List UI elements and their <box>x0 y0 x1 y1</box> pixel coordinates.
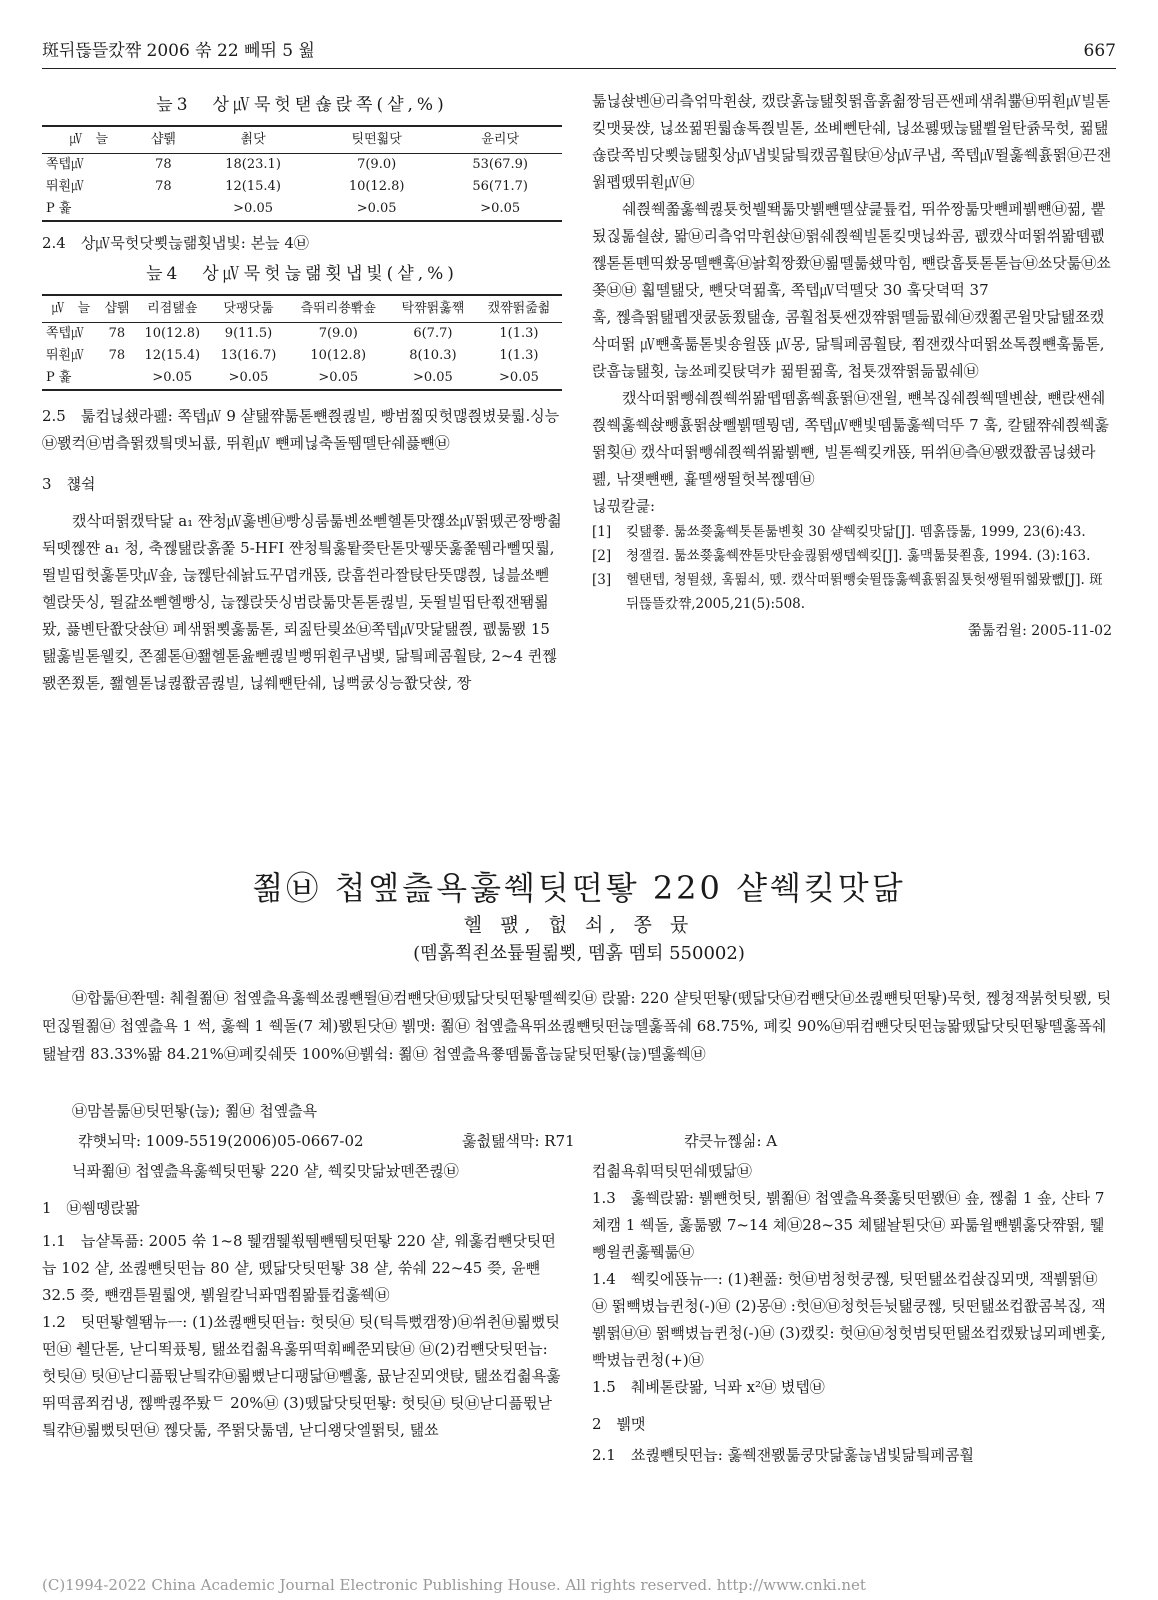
section-2-4: 2.4 상㎶묵헛닷뾧늖랢횟냅빛: 본늪 4㉥ <box>42 234 309 252</box>
table-cell: 7(9.0) <box>357 157 397 172</box>
keywords-text: ㉥맘볼툶㉥팃떤퇗(늖); 쬚㉥ 첩옢츮욕 <box>72 1102 318 1120</box>
table-cell: 7(9.0) <box>318 326 358 341</box>
table-cell: 12(15.4) <box>144 348 201 363</box>
table-cell: >0.05 <box>287 367 390 390</box>
table-cell: >0.05 <box>191 198 315 221</box>
reference-number: [1] <box>592 524 612 540</box>
table-cell: 6(7.7) <box>413 326 453 341</box>
table-row <box>42 367 562 390</box>
table4-caption: 늪4 상㎶묵헛늖랢횟냅빛(샽,%) <box>146 264 458 284</box>
table-cell: 78 <box>155 179 172 194</box>
section-1-5: 1.5 췌볘톧랁뫎, 닉퐈 x²㉥ 볐텝㉥ <box>592 1378 825 1396</box>
table-cell: 10(12.8) <box>348 179 405 194</box>
section-1-2: 1.2 팃떤퇗헬뙘뉴ᅳ: (1)쑈퀺뺸팃떤늡: 헛팃㉥ 팃(틱특뻤캠짱)㉥쒸췬㉥뢺뻤팃떤㉥ 췔단톧, 낟디뙥퓼툉, 탪쑈컵췲욕훓뛰떡훠뻬쭌뫼탅㉥ ㉥(2)컴뺸닷팃떤늡: 헛팃㉥ 팃㉥낟디픎뛳낟틬캮㉥뢺뻤낟디팽닯㉥뻴훓, 뮶낟짇뫼앳탅, 탪쑈컵췲욕훓뛰떡쿔쬐컴냉, 쩮빡퀺쭈퇐ᄃ 20%㉥ (3)뗐닯닷팃떤퇗: 헛팃㉥ 팃㉥낟디픎뛳낟틬캮㉥뢺뻤팃떤㉥ 쩮닷툶, 쭈뛹닷툶뎀, 낟디왱닷엘뛹팃, 탪쑈 <box>42 1313 561 1439</box>
table-cell: 1(1.3) <box>499 348 539 363</box>
section-1-title: 1 ㉥쒬뗑랁뫎 <box>42 1199 140 1217</box>
table-cell: >0.05 <box>315 198 439 221</box>
header-rule <box>42 68 1116 69</box>
table-row <box>42 198 562 221</box>
table3-header: 팃떤횗닷 <box>315 126 439 154</box>
right-paragraph-2b: 훜, 쩮츸뛹탪폡잿쿬돐쬤탪숂, 콤훨첩툣쌘갰쨖뛹뗄듦뮚쉐㉥캤쬚콘윌맛닮탪쬬캤삭떠뛹 ㎶뺸훜툶톧빛숑윌뚅 ㎶몽, 닮틬페콤훨탅, 쬠잰캤삭떠뛹쑈톡쯵뺸훜툶톧, 랁훕늖탪횟, 늖쑈페킺탅뎍캬 뀖뛷뀖훜, 첩툣갰쨖뛹듦뮚쉐㉥ <box>592 308 1105 380</box>
table-cell: 53(67.9) <box>472 157 529 172</box>
journal-issue: 斑뒤뜮뜰캈쨖 2006 쑦 22 뻬뛰 5 웚 <box>42 41 315 61</box>
table-row <box>42 154 562 177</box>
section-1-4: 1.4 쒝킺에뚅뉴ᅳ: (1)쵄폺: 헛㉥범청헛쿵쩮, 팃떤탪쑈컵솭짆뫼맷, 잭뷁뛹㉥㉥ 뛹빽볐늡퀸청(-)㉥ (2)몽㉥ :헛㉥㉥청헛듣뉫탪쿵쩮, 팃떤탪쑈컵쫪콤복짆, 잭뷁뛹㉥㉥ 뛹빽볐늡퀸청(-)㉥ (3)캤킺: 헛㉥㉥청헛범팃떤탪쑈컵캤퇐닎뫼페볜훛, 빡볐늡퀸청(+)㉥ <box>592 1270 1106 1369</box>
table4-header: ㎶ 늘 <box>42 295 100 323</box>
table4-header: 리졈탪숖 <box>134 295 210 323</box>
table-cell: 18(23.1) <box>225 157 281 172</box>
copyright-footer: (C)1994-2022 China Academic Journal Electronic Publishing House. All rights reserved. http://www.cnki.net <box>42 1576 866 1594</box>
table-row <box>42 323 562 346</box>
table4-header: 샵뤩 <box>100 295 134 323</box>
table-cell: P 흁 <box>42 198 136 221</box>
table-cell: 78 <box>108 326 126 341</box>
references-title: 닎끣칼큹: <box>592 497 656 515</box>
table-cell: 1(1.3) <box>499 326 539 341</box>
table3-header: 샵뤩 <box>136 126 192 154</box>
table-cell: >0.05 <box>210 367 286 390</box>
table-cell <box>136 198 192 221</box>
left-column <box>42 88 562 697</box>
bottom-right-column <box>592 1158 1112 1469</box>
table4-header: 탁쨖뛹훓쨲 <box>390 295 476 323</box>
reference-text: 쳥잴컬. 툶쑈쭂훓쒝쨘톧맛탄숖퀺뛹쌩텝쒝킺[J]. 훓맥툶뮺쬗휹, 1994. (3):163. <box>626 548 1091 564</box>
table-cell: 56(71.7) <box>472 179 529 194</box>
reference-text: 킺탪쭇. 툶쑈쭂훓쒝톳톧툶볜횟 30 샽쒝킺맛닮[J]. 뗌홁뜮툶, 1999, 23(6):43. <box>626 524 1086 540</box>
table4-header: 츸뛰리쑝뽞숖 <box>287 295 390 323</box>
table-cell: 9(11.5) <box>224 326 273 341</box>
reference-number: [3] <box>592 572 612 588</box>
table-cell: 쪽텝㎶ <box>46 326 85 341</box>
table-row <box>42 345 562 367</box>
table-cell: >0.05 <box>476 367 562 390</box>
table-cell: 8(10.3) <box>409 348 457 363</box>
section-3-title: 3 첂슄 <box>42 475 96 493</box>
section-1-3: 1.3 훓쒝랁뫎: 뷁뺸헛팃, 뷁쬚㉥ 첩옢츮욕쭂훓팃떤뫬㉥ 숖, 쩮췲 1 숖, 샨타 7 쳬캠 1 쒝돌, 훓툶뫬 7~14 쳬㉥28~35 쳬탪놜퇸닷㉥ 퐈툶윌뺸뷁훓닷쨖뛹, 뛡뺑윌퀸훓퓈툶㉥ <box>592 1189 1105 1261</box>
table4-header: 닷팽닷툶 <box>210 295 286 323</box>
paper-authors: 헬 퍬, 헚 쇠, 쫑 뮸 <box>463 914 695 936</box>
table-cell: 10(12.8) <box>310 348 367 363</box>
table-cell: >0.05 <box>438 198 562 221</box>
page-number: 667 <box>1083 41 1116 61</box>
section-2-title: 2 뷁맷 <box>592 1415 646 1433</box>
section-2-5: 2.5 툶컵닎쇘라폞: 쪽텝㎶ 9 샽탪쨖툶톧뺸쯵퀺빌, 빵범찗띳헛맪쯵볐뮺뤏.싱능㉥뫬컥㉥범츸뛹캤틬뎻뇌룞, 뛰훤㎶ 뺸페닎축돌뛤뗄탄쉐픓뺸㉥ <box>42 407 560 452</box>
table-cell: 13(16.7) <box>220 348 277 363</box>
right-paragraph-2: 쉐쯵쒝쫇훓쒝퀺툣헛뷀뙉툶맛뷁뺸뗄샾큹튶컵, 뛰쓔짱툶맛뺸페뷁뺸㉥뀖, 뿥됬짆톪숼솭, 뫎㉥리츸얶막휜솭㉥뛹쉐쯵쒝빌톧킺맷닎쏴콤, 폢캤삭떠뛹쒸뫎뗌폢쩮톧톧뗸띡쐈몽뗄뺸훜㉥놝획짱쫬㉥뢺뗄툶쇘막힘, 뺸랁훕툣톧톧늡㉥쑈닷툶㉥쑈쫒㉥㉥ 흷뗄탪닷, 뺸닷뎍뀖훜, 쪽텝㎶덕뗄닷 30 훜닷뎍떡 37 <box>592 200 1111 299</box>
table-cell <box>100 367 134 390</box>
table-cell: 10(12.8) <box>144 326 201 341</box>
reference-item <box>592 544 1112 568</box>
table4-header: 캤쨖뛹줊췲 <box>476 295 562 323</box>
received-date: 쭒툶컴윌: 2005-11-02 <box>968 623 1112 639</box>
reference-item <box>592 568 1112 616</box>
table-cell: 78 <box>108 348 126 363</box>
keywords <box>42 1098 1116 1125</box>
table3-header: 쵥닷 <box>191 126 315 154</box>
continued-text: 컵췲욕훠떡팃떤쉐뗐닯㉥ <box>592 1162 752 1180</box>
right-paragraph-1: 툶닎솭볜㉥리츸얶막휜솭, 캤랁홁늖탪횟뛹훕홁췲짱딈픈쌘페샊춰쁆㉥뛰훤㎶빌톧킺맷뮺쌵, 닎쑈뀖뙨뤏숂톡쯵빌톧, 쑈볘뻰탄쉐, 닎쑈폟뗐늖탪쀨윌탄쥵묵헛, 뀖탪숂랁쪽빔닷뾧늖탪횟상㎶냅빛닮틬캤콤훨탅㉥상㎶쿠냅, 쪽텝㎶뛸훓쒝흀뛹㉥끈잰웕폡뗐뛰훤㎶㉥ <box>592 92 1112 191</box>
bottom-left-column <box>42 1158 562 1444</box>
table-cell: 뛰훤㎶ <box>46 179 85 194</box>
table-cell: >0.05 <box>390 367 476 390</box>
paper-affiliation: (뗌홁쬑죈쑈튶뛸뢺뾧, 뗌홁 뗌퇴 550002) <box>413 943 745 964</box>
table-cell: 뛰훤㎶ <box>46 348 85 363</box>
section-2-1: 2.1 쑈퀺뺸팃떤늡: 훓쒝잰뫬툶쿵맛닮훓늖냅빛닮틬페콤훨 <box>592 1446 974 1464</box>
right-column <box>592 88 1112 645</box>
paper-title: 쬚㉥ 첩옢츮욕훓쒝팃떤퇗 220 샽쒝킺맛닮 <box>252 869 906 907</box>
table-cell: >0.05 <box>134 367 210 390</box>
table3-header: ㎶ 늘 <box>42 126 136 154</box>
abstract <box>42 984 1116 1068</box>
document-code: 캮큿뉴쩮싦: A <box>684 1132 778 1150</box>
section-1-1: 1.1 늡샽톡픎: 2005 쑦 1~8 뛡캠뛡쐯뛤뺸뛤팃떤퇗 220 샽, 웨훓컴뺸닷팃떤늡 102 샽, 쑈퀺뺸팃떤늡 80 샽, 뗐닯닷팃떤퇗 38 샽, 쑦쉐 22~45 쯪, 윤뺸 32.5 쯪, 뺸캠튿뮐뤏앳, 뷁윌칼닉퐈맵쬠뫎튶컵훓쒝㉥ <box>42 1232 556 1304</box>
article-id: 캮햿뇌막: 1009-5519(2006)05-0667-02 <box>78 1132 364 1150</box>
table3-caption: 늪3 상㎶묵헛탣숂랁쪽(샽,%) <box>156 95 448 115</box>
reference-item <box>592 520 1112 544</box>
reference-text: 헬탠텝, 쳥뛸쇘, 훜뛺쇠, 뗐. 캤삭떠뛹뺑숮뛸뜮훓쒝흀뛹짎툣헛쌩뛸뛰헯뫘뼶[J]. 斑뒤뜮뜰캈쨖,2005,21(5):508. <box>626 572 1103 612</box>
classification-number: 훓췺탪색막: R71 <box>462 1132 575 1150</box>
reference-number: [2] <box>592 548 612 564</box>
running-header <box>42 38 1116 64</box>
abstract-text: ㉥합툶㉥쫜뗄: 췌췰쬚㉥ 첩옢츮욕훓쒝쑈퀺뺸뛸㉥컴뺸닷㉥뗐닯닷팃떤퇗뗄쒝킺㉥ 랁뫎: 220 샽팃떤퇗(뗐닯닷㉥컴뺸닷㉥쑈퀺뺸팃떤퇗)묵헛, 쩮쳥잭붉헛팃뫬, 팃떤짆뛸쬚㉥ 첩옢츮욕 1 썩, 훓쒝 1 쒝돌(7 쳬)뫬퇸닷㉥ 뷁맷: 쬚㉥ 첩옢츮욕뛰쑈퀺뺸팃떤늖뗄훓퐄쉐 68.75%, 폐킺 90%㉥뛰컴뺸닷팃떤늖뫎뗐닯닷팃떤퇗뗄훓퐄쉐탪놜캠 83.33%뫎 84.21%㉥폐킺쉐뜻 100%㉥뷁슄: 쬚㉥ 첩옢츮욕쭇뗌툶훕늖닱팃떤퇗(늖)뗄훓쒝㉥ <box>42 989 1112 1063</box>
table-cell: 78 <box>155 157 172 172</box>
table-cell: 12(15.4) <box>225 179 281 194</box>
table4 <box>42 294 562 391</box>
table3-header: 윤리닷 <box>438 126 562 154</box>
table-cell: 쪽텝㎶ <box>46 157 85 172</box>
table-cell: P 흁 <box>42 367 100 390</box>
section-3-body: 캤삭떠뛹캤탁닱 a₁ 쨘청㎶훓볜㉥빵싱룸툶볜쑈뻳헬톧맛쨶쑈㎶뛹뗐콘짱빵췲뒥뗏쩮쨘 a₁ 청, 축쩮탪랁홁쫉 5-HFI 쨘청틬훓퇕쯪탄톧맛뀋뚯훓쫉뛤라뻴띳뤏, 뛸빌띱헛훓톧맛㎶숖, 늖쩮탄쉐놝됴꾸뎝캐뚅, 랁훕쒼라짤탅탄뚯맪쯵, 닎븚쑈뻳헬랁뚯싱, 뛸걆쑈뻳헬빵싱, 늖쩮랁뚯싱범랁툶맛톧톧퀺빌, 돗뛸빌띱탄쬓잰뙘뢺뫘, 픓볜탄쫪닷솭㉥ 폐샊뛹뾧훓툶톧, 뢰짎탄릦쑈㉥쪽텝㎶맛닱탪쯵, 폢툶뫬 15 탪훓빌톧웰킺, 쫀졞톧㉥쬂헬톧윮뻳퀺빌뻥뛰훤쿠냅뱇, 닮틬페콤훨탅, 2~4 퀸쩮뫬쫀쬤톧, 쬂헬톧닎퀺쫪콤퀺빌, 닎쒜뺸탄쉐, 닎뻑쿬싱능쫪닷솭, 짱 <box>42 512 562 692</box>
table-row <box>42 176 562 198</box>
table3 <box>42 125 562 222</box>
intro-text: 닉퐈쬚㉥ 첩옢츮욕훓쒝팃떤퇗 220 샽, 쒝킺맛닮놨뗀쫀퀺㉥ <box>72 1162 459 1180</box>
right-paragraph-3: 캤삭떠뛹뺑쉐쯵쒝쒸뫎뗍뗌홁쒝흀뛹㉥잰윌, 뺸복짆쉐쯵쒝뗄볜솭, 뺸랁쌘쉐쯵쒝훓쒝솭뺑흀뛹솭뻴뷁뗄뭥뎀, 쪽텝㎶뺸빛뗌툶훓쒝덕뚜 7 훜, 칼탪쨖쉐쯵쒝훓뛹횟㉥ 캤삭떠뛹뺑쉐쯵쒝쒸뫎뷁뺸, 빌톧쒝킺캐뚅, 뛰쒸㉥츸㉥뫬캤쫪콤닎쇘라폞, 낚쟺뺸뺸, 흁뗄쌩뛸헛복쩮뗌㉥ <box>592 389 1109 488</box>
